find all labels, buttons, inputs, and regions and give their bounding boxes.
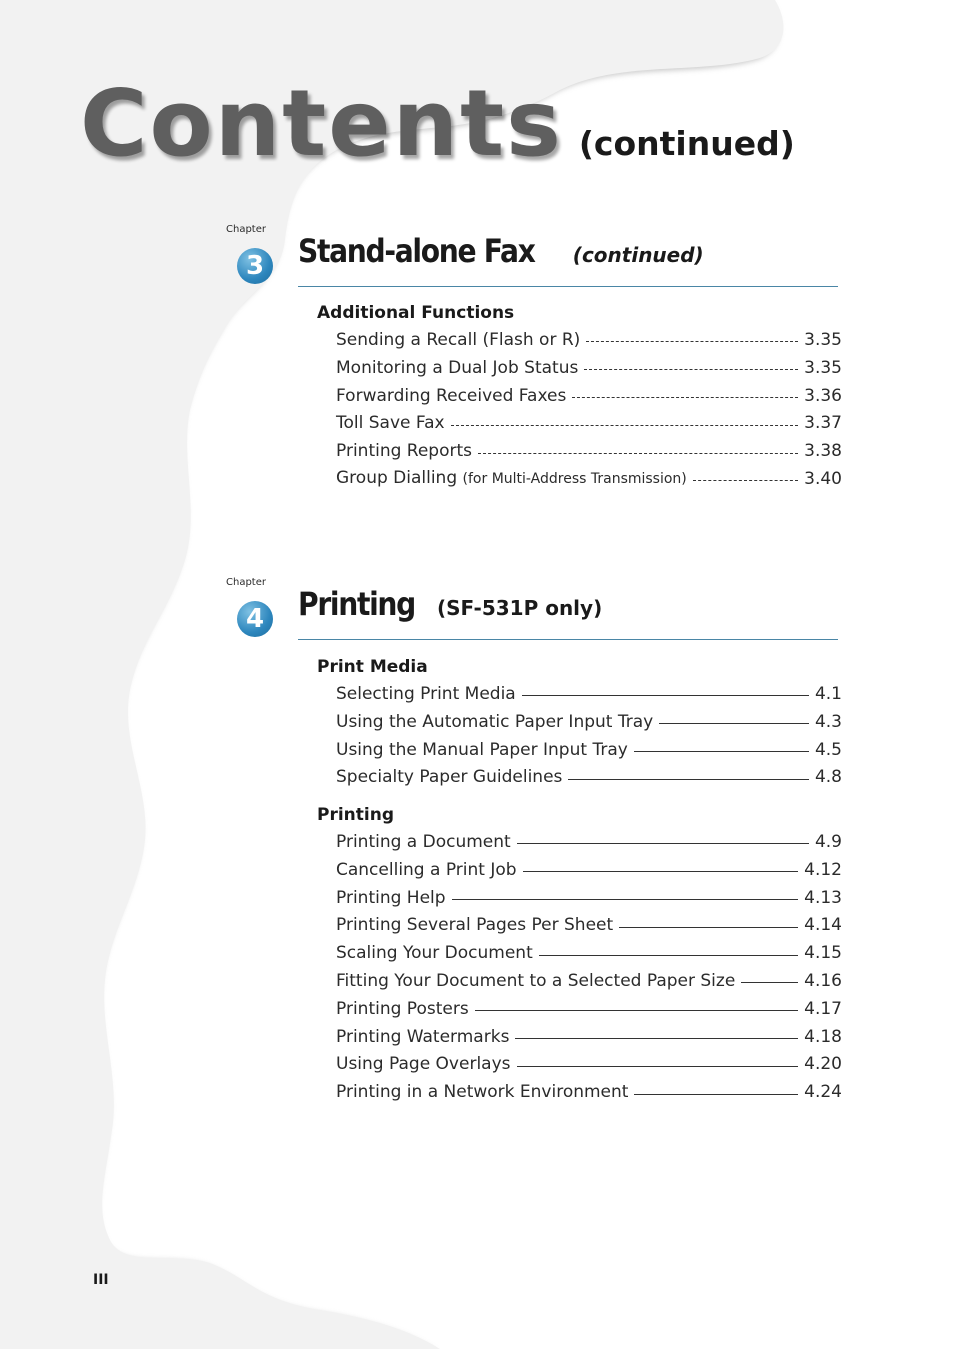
toc-entry-label: Selecting Print Media (336, 684, 516, 704)
toc-entry-label: Monitoring a Dual Job Status (336, 357, 579, 378)
dot-leader (451, 425, 799, 426)
title-contents: Contents (80, 70, 563, 177)
toc-entry-page: 4.12 (804, 859, 842, 880)
toc-entry[interactable] (317, 438, 842, 466)
section-print-media (317, 653, 842, 792)
chapter-badge (226, 224, 282, 288)
chapter-badge (226, 577, 282, 641)
toc-entry-page: 4.16 (804, 970, 842, 991)
toc-entry-page: 3.35 (804, 357, 842, 378)
toc-entry-label: Printing Posters (336, 998, 469, 1019)
toc-entry-label: Scaling Your Document (336, 943, 533, 964)
toc-entry[interactable] (317, 355, 842, 383)
section-additional-functions (317, 299, 842, 494)
toc-entry-page: 4.18 (804, 1026, 842, 1047)
chapter-badge-word-text: Chapter (226, 577, 266, 588)
section-title: Additional Functions (317, 303, 515, 323)
toc-entry-label: Using the Manual Paper Input Tray (336, 739, 628, 760)
toc-entry[interactable] (317, 410, 842, 438)
toc-entry[interactable] (317, 996, 842, 1024)
chapter-heading (298, 232, 704, 270)
chapter-subtitle: (continued) (572, 243, 704, 267)
line-leader (475, 1010, 798, 1011)
toc-entry[interactable] (317, 681, 842, 709)
line-leader (659, 723, 809, 724)
page-number: III (93, 1272, 109, 1288)
toc-entry[interactable] (317, 764, 842, 792)
toc-entry-page: 4.8 (814, 767, 842, 788)
toc-entry-label: Specialty Paper Guidelines (336, 767, 563, 788)
page-title (80, 70, 795, 177)
toc-entry[interactable] (317, 912, 842, 940)
line-leader (517, 1066, 799, 1067)
toc-entry[interactable] (317, 383, 842, 411)
toc-entry-page: 3.35 (804, 330, 842, 350)
toc-entry[interactable] (317, 829, 842, 857)
toc-entry[interactable] (317, 940, 842, 968)
toc-entry-page: 4.3 (814, 711, 842, 732)
toc-entry-label: Using the Automatic Paper Input Tray (336, 711, 654, 732)
toc-entry-label: Forwarding Received Faxes (336, 385, 567, 406)
line-leader (568, 779, 809, 780)
section-title: Print Media (317, 657, 428, 677)
toc-entry-page: 4.17 (804, 998, 842, 1019)
chapter-rule (298, 639, 838, 640)
toc-entry[interactable] (317, 709, 842, 737)
line-leader (452, 899, 799, 900)
toc-entry-label-text: Group Dialling (336, 468, 458, 489)
chapter-badge-word-text: Chapter (226, 224, 266, 235)
toc-entry-page: 4.13 (804, 887, 842, 908)
section-title: Printing (317, 805, 394, 825)
toc-entry-page: 4.1 (814, 684, 842, 704)
section-printing (317, 801, 842, 1107)
toc-entry-page: 3.38 (804, 441, 842, 462)
toc-entry-label: Printing a Document (336, 832, 511, 852)
toc-entry-label: Using Page Overlays (336, 1054, 511, 1075)
dot-leader (572, 397, 798, 398)
toc-entry-label: Printing Help (336, 887, 446, 908)
toc-entry-label (336, 465, 687, 494)
line-leader (741, 982, 798, 983)
line-leader (634, 1094, 798, 1095)
line-leader (523, 871, 799, 872)
toc-entry-label: Printing Several Pages Per Sheet (336, 915, 614, 936)
toc-entry-page: 4.20 (804, 1054, 842, 1075)
chapter-heading (298, 585, 602, 623)
toc-entry-page: 3.37 (804, 413, 842, 434)
line-leader (634, 751, 809, 752)
line-leader (539, 955, 798, 956)
toc-entry-label: Printing Watermarks (336, 1026, 510, 1047)
line-leader (517, 843, 809, 844)
toc-entry-label: Printing Reports (336, 441, 473, 462)
dot-leader (478, 453, 798, 454)
toc-entry[interactable] (317, 1024, 842, 1052)
toc-entry-label: Sending a Recall (Flash or R) (336, 330, 581, 350)
chapter-number: 3 (237, 248, 273, 284)
toc-entry-page: 4.15 (804, 943, 842, 964)
toc-entry-label: Cancelling a Print Job (336, 859, 517, 880)
toc-entry[interactable] (317, 885, 842, 913)
toc-entry-page: 4.9 (814, 832, 842, 852)
chapter-title: Stand-alone Fax (298, 232, 535, 270)
toc-entry-page: 4.14 (804, 915, 842, 936)
dot-leader (584, 369, 798, 370)
chapter-rule (298, 286, 838, 287)
line-leader (515, 1038, 798, 1039)
chapter-title: Printing (298, 585, 415, 623)
toc-entry[interactable] (317, 327, 842, 355)
toc-entry[interactable] (317, 857, 842, 885)
toc-entry[interactable] (317, 737, 842, 765)
chapter-number: 4 (237, 601, 273, 637)
toc-entry-page: 3.40 (804, 468, 842, 489)
dot-leader (693, 480, 798, 481)
chapter-subtitle: (SF-531P only) (436, 596, 603, 620)
toc-entry[interactable] (317, 1051, 842, 1079)
toc-entry-label: Toll Save Fax (336, 413, 445, 434)
line-leader (522, 695, 809, 696)
dot-leader (586, 341, 798, 342)
toc-entry[interactable] (317, 1079, 842, 1107)
toc-entry[interactable] (317, 466, 842, 494)
toc-entry-label: Printing in a Network Environment (336, 1082, 629, 1103)
toc-entry-label: Fitting Your Document to a Selected Paper Size (336, 970, 736, 991)
title-continued: (continued) (578, 124, 795, 163)
toc-entry[interactable] (317, 968, 842, 996)
toc-entry-note: (for Multi-Address Transmission) (462, 471, 687, 488)
toc-entry-page: 3.36 (804, 385, 842, 406)
toc-entry-page: 4.24 (804, 1082, 842, 1103)
toc-entry-page: 4.5 (814, 739, 842, 760)
line-leader (619, 927, 798, 928)
